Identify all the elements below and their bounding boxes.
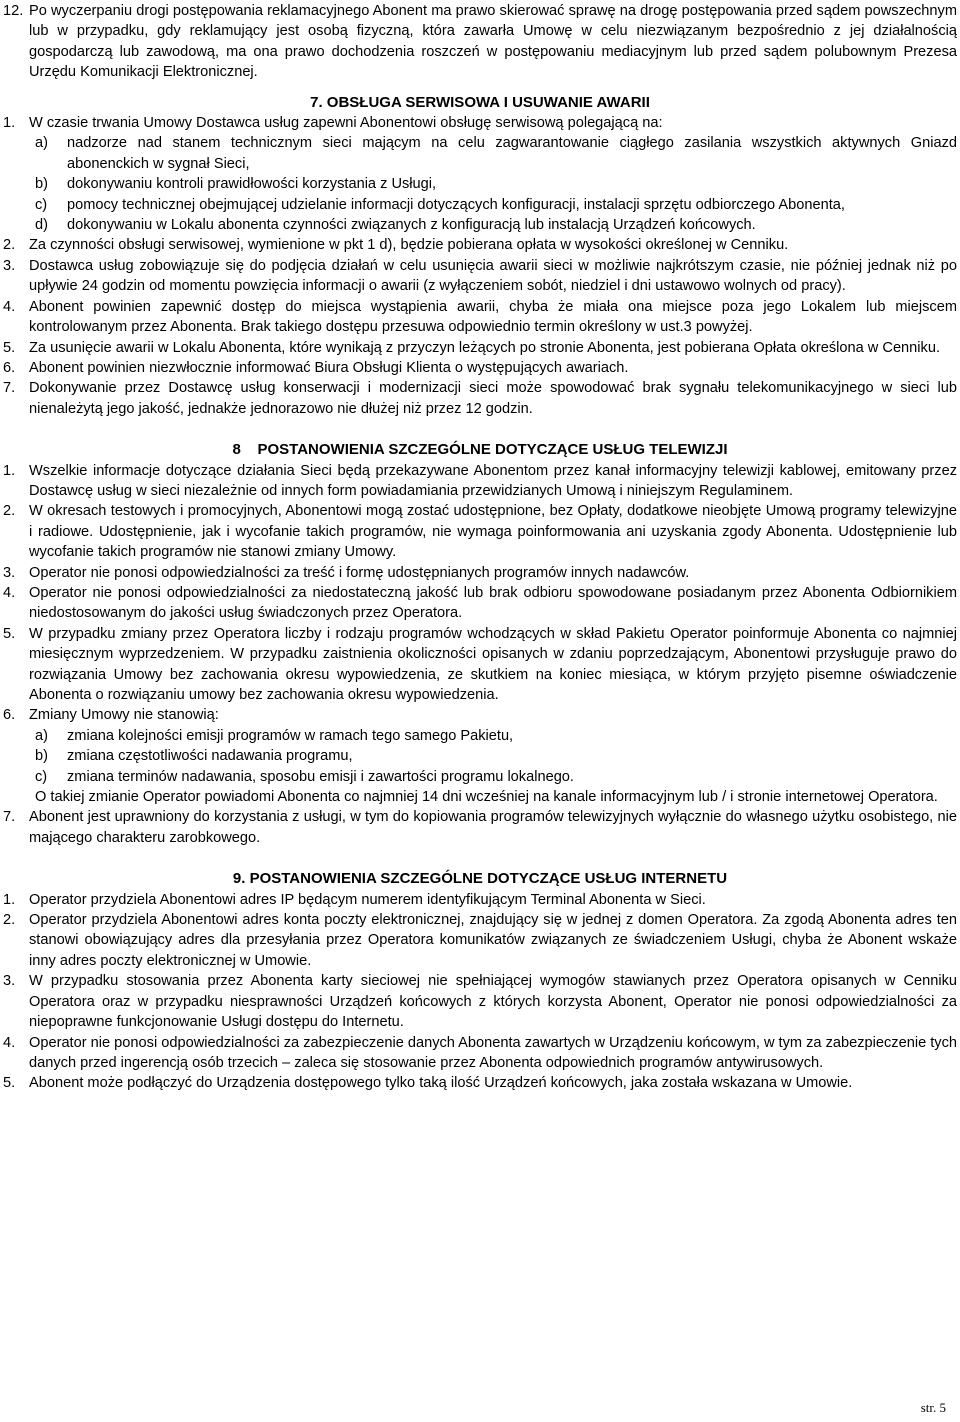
- sub-item-text: nadzorze nad stanem technicznym sieci mającym na celu zagwarantowanie ciągłego zasilania wszystkich aktywnych Gniazd abonenckich w sygnał Sieci,: [67, 135, 957, 172]
- list-item: [3, 256, 957, 297]
- list-item: [3, 624, 957, 706]
- list-item: [3, 1073, 957, 1093]
- item-number: 2.: [3, 237, 16, 254]
- list-item: [3, 910, 957, 971]
- sub-item: [3, 195, 957, 215]
- sub-item-letter: b): [35, 748, 48, 765]
- document-page: [3, 1, 957, 1094]
- sub-item: [3, 174, 957, 194]
- item-number: 5.: [3, 625, 16, 642]
- item-text: Po wyczerpaniu drogi postępowania reklamacyjnego Abonent ma prawo skierować sprawę na drogę postępowania przed sądem powszechnym lub w przypadku, gdy reklamujący jest osobą fizyczną, która zawarła Umowę w celu niezwiązanym bezpośrednio z jej działalnością gospodarczą lub zawodową, ma ona prawo dochodzenia roszczeń w postępowaniu mediacyjnym lub przed sądem polubownym Prezesa Urzędu Komunikacji Elektronicznej.: [29, 3, 957, 81]
- sub-item-text: zmiana terminów nadawania, sposobu emisji i zawartości programu lokalnego.: [67, 768, 574, 785]
- sub-item: [3, 215, 957, 235]
- list-item: [3, 235, 957, 255]
- section-heading: 8 POSTANOWIENIA SZCZEGÓLNE DOTYCZĄCE USŁUG TELEWIZJI: [232, 441, 728, 459]
- item-text: Wszelkie informacje dotyczące działania Sieci będą przekazywane Abonentom przez kanał informacyjny telewizji kablowej, emitowany przez Dostawcę usług w sieci niezależnie od innych form powiadamiania przewidzianych Umową i niniejszym Regulaminem.: [29, 462, 957, 499]
- item-text: Dostawca usług zobowiązuje się do podjęcia działań w celu usunięcia awarii sieci w możliwie najkrótszym czasie, nie później jednak niż po upływie 24 godzin od momentu powzięcia informacji o awarii (z wyłączeniem sobót, niedziel i dni ustawowo wolnych od pracy).: [29, 257, 957, 295]
- item-number: 3.: [3, 564, 16, 581]
- item-number: 5.: [3, 1075, 16, 1092]
- item-text: Za usunięcie awarii w Lokalu Abonenta, które wynikają z przyczyn leżących po stronie Abonenta, jest pobierana Opłata określona w Cenniku.: [29, 339, 940, 356]
- item-number: 4.: [3, 1034, 16, 1051]
- sub-item-text: dokonywaniu w Lokalu abonenta czynności związanych z konfiguracją lub instalacją Urządzeń końcowych.: [67, 217, 756, 234]
- sub-item-letter: d): [35, 217, 48, 234]
- list-item: [3, 1, 957, 83]
- sub-item-letter: b): [35, 176, 48, 193]
- list-item: [3, 1033, 957, 1074]
- list-item: [3, 583, 957, 624]
- item-number: 7.: [3, 380, 16, 397]
- item-text: Operator nie ponosi odpowiedzialności za treść i formę udostępnianych programów innych nadawców.: [29, 564, 690, 581]
- sub-item-text: pomocy technicznej obejmującej udzielanie informacji dotyczących konfiguracji, instalacji sprzętu odbiorczego Abonenta,: [67, 196, 845, 213]
- item-text: Abonent jest uprawniony do korzystania z usługi, w tym do kopiowania programów telewizyjnych wyłącznie do własnego użytku osobistego, nie mającego charakteru zarobkowego.: [29, 809, 957, 846]
- sub-item-letter: a): [35, 135, 48, 152]
- sub-item: [3, 726, 957, 746]
- item-text: W przypadku stosowania przez Abonenta karty sieciowej nie spełniającej wymogów stawianych przez Operatora opisanych w Cenniku Operatora oraz w przypadku niesprawności Urządzeń końcowych z których korzysta Abonent, Operator nie ponosi odpowiedzialności za niepoprawne funkcjonowanie Usługi dostępu do Internetu.: [29, 973, 957, 1031]
- list-item: [3, 705, 957, 725]
- sub-item: [3, 133, 957, 174]
- sub-item-text: zmiana częstotliwości nadawania programu,: [67, 748, 353, 765]
- list-item: [3, 297, 957, 338]
- item-text: Abonent powinien zapewnić dostęp do miejsca wystąpienia awarii, chyba że miała ona miejsce poza jego Lokalem lub miejscem kontrolowanym przez Abonenta. Brak takiego dostępu przesuwa odpowiednio termin określony w ust.3 powyżej.: [29, 298, 957, 336]
- item-number: 2.: [3, 912, 16, 929]
- item-number: 3.: [3, 973, 16, 990]
- sub-item-letter: c): [35, 768, 48, 785]
- item-text: Operator nie ponosi odpowiedzialności za niedostateczną jakość lub brak odbioru spowodowane posiadanym przez Abonenta Odbiornikiem niedostosowanym do jakości usług świadczonych przez Operatora.: [29, 584, 957, 622]
- item-number: 5.: [3, 339, 16, 356]
- item-text: W okresach testowych i promocyjnych, Abonentowi mogą zostać udostępnione, bez Opłaty, dodatkowe nieobjęte Umową programy telewizyjne i radiowe. Udostępnienie, jak i wycofanie takich programów, nie wymaga poinformowania ani uzyskania zgody Abonenta. Udostępnienie lub wycofanie takich programów nie stanowi zmiany Umowy.: [29, 503, 957, 561]
- list-item: [3, 461, 957, 502]
- item-number: 3.: [3, 257, 16, 274]
- sub-item-letter: c): [35, 196, 48, 213]
- item-text: Abonent może podłączyć do Urządzenia dostępowego tylko taką ilość Urządzeń końcowych, jaka została wskazana w Umowie.: [29, 1075, 853, 1092]
- section-heading: 9. POSTANOWIENIA SZCZEGÓLNE DOTYCZĄCE USŁUG INTERNETU: [232, 870, 728, 888]
- list-item: [3, 378, 957, 419]
- item-number: 1.: [3, 891, 16, 908]
- item-text: Operator przydziela Abonentowi adres IP będącym numerem identyfikującym Terminal Abonenta w Sieci.: [29, 891, 706, 908]
- item-number: 1.: [3, 115, 16, 132]
- list-item: [3, 971, 957, 1032]
- item-number: 1.: [3, 462, 16, 479]
- item-number: 4.: [3, 584, 16, 601]
- list-item: [3, 338, 957, 358]
- item-number: 6.: [3, 707, 16, 724]
- item-text: W przypadku zmiany przez Operatora liczby i rodzaju programów wchodzących w skład Pakietu Operator poinformuje Abonenta co najmniej miesięcznym wyprzedzeniem. W przypadku zaistnienia okoliczności opisanych w zdaniu poprzedzającym, Abonentowi przysługuje prawo do rozwiązania Umowy bez zachowania okresu wypowiedzenia, ze skutkiem na koniec miesiąca, w którym przyjęto pisemne oświadczenie Abonenta o rozwiązaniu umowy bez zachowania okresu wypowiedzenia.: [29, 625, 957, 703]
- item-text: Abonent powinien niezwłocznie informować Biura Obsługi Klienta o występujących awariach.: [29, 359, 629, 376]
- sub-item: [3, 746, 957, 766]
- section-heading: 7. OBSŁUGA SERWISOWA I USUWANIE AWARII: [310, 93, 650, 111]
- item-number: 6.: [3, 359, 16, 376]
- item-text: Dokonywanie przez Dostawcę usług konserwacji i modernizacji sieci może spowodować brak sygnału telekomunikacyjnego w sieci lub nienależytą jego jakość, jednakże jednorazowo nie dłużej niż przez 12 godzin.: [29, 380, 957, 417]
- list-item: [3, 563, 957, 583]
- item-text: Zmiany Umowy nie stanowią:: [29, 707, 219, 724]
- page-number: str. 5: [920, 1399, 946, 1415]
- sub-item-text: dokonywaniu kontroli prawidłowości korzystania z Usługi,: [67, 176, 437, 193]
- item-number: 7.: [3, 809, 16, 826]
- closing-paragraph: O takiej zmianie Operator powiadomi Abonenta co najmniej 14 dni wcześniej na kanale informacyjnym lub / i stronie internetowej Operatora.: [35, 789, 938, 806]
- sub-item-text: zmiana kolejności emisji programów w ramach tego samego Pakietu,: [67, 727, 514, 744]
- list-item: [3, 358, 957, 378]
- item-number: 12.: [3, 3, 24, 19]
- list-item: [3, 113, 957, 133]
- item-text: W czasie trwania Umowy Dostawca usług zapewni Abonentowi obsługę serwisową polegającą na:: [29, 115, 663, 132]
- list-item: [3, 807, 957, 848]
- list-item: [3, 890, 957, 910]
- list-item: [3, 501, 957, 562]
- item-number: 4.: [3, 298, 16, 315]
- item-text: Operator przydziela Abonentowi adres konta poczty elektronicznej, znajdujący się w jednej z domen Operatora. Za zgodą Abonenta adres ten stanowi obowiązujący adres dla przesyłania przez Operatora komunikatów związanych ze świadczeniem Usługi, chyba że Abonent wskaże inny adres poczty elektronicznej w Umowie.: [29, 912, 957, 969]
- item-text: Za czynności obsługi serwisowej, wymienione w pkt 1 d), będzie pobierana opłata w wysokości określonej w Cenniku.: [29, 237, 789, 254]
- sub-item: [3, 767, 957, 787]
- sub-item-letter: a): [35, 727, 48, 744]
- item-text: Operator nie ponosi odpowiedzialności za zabezpieczenie danych Abonenta zawartych w Urządzeniu końcowym, w tym za zabezpieczenie tych danych przed ingerencją osób trzecich – zaleca się stosowanie przez Abonenta odpowiednich programów antywirusowych.: [29, 1034, 958, 1071]
- item-number: 2.: [3, 503, 16, 520]
